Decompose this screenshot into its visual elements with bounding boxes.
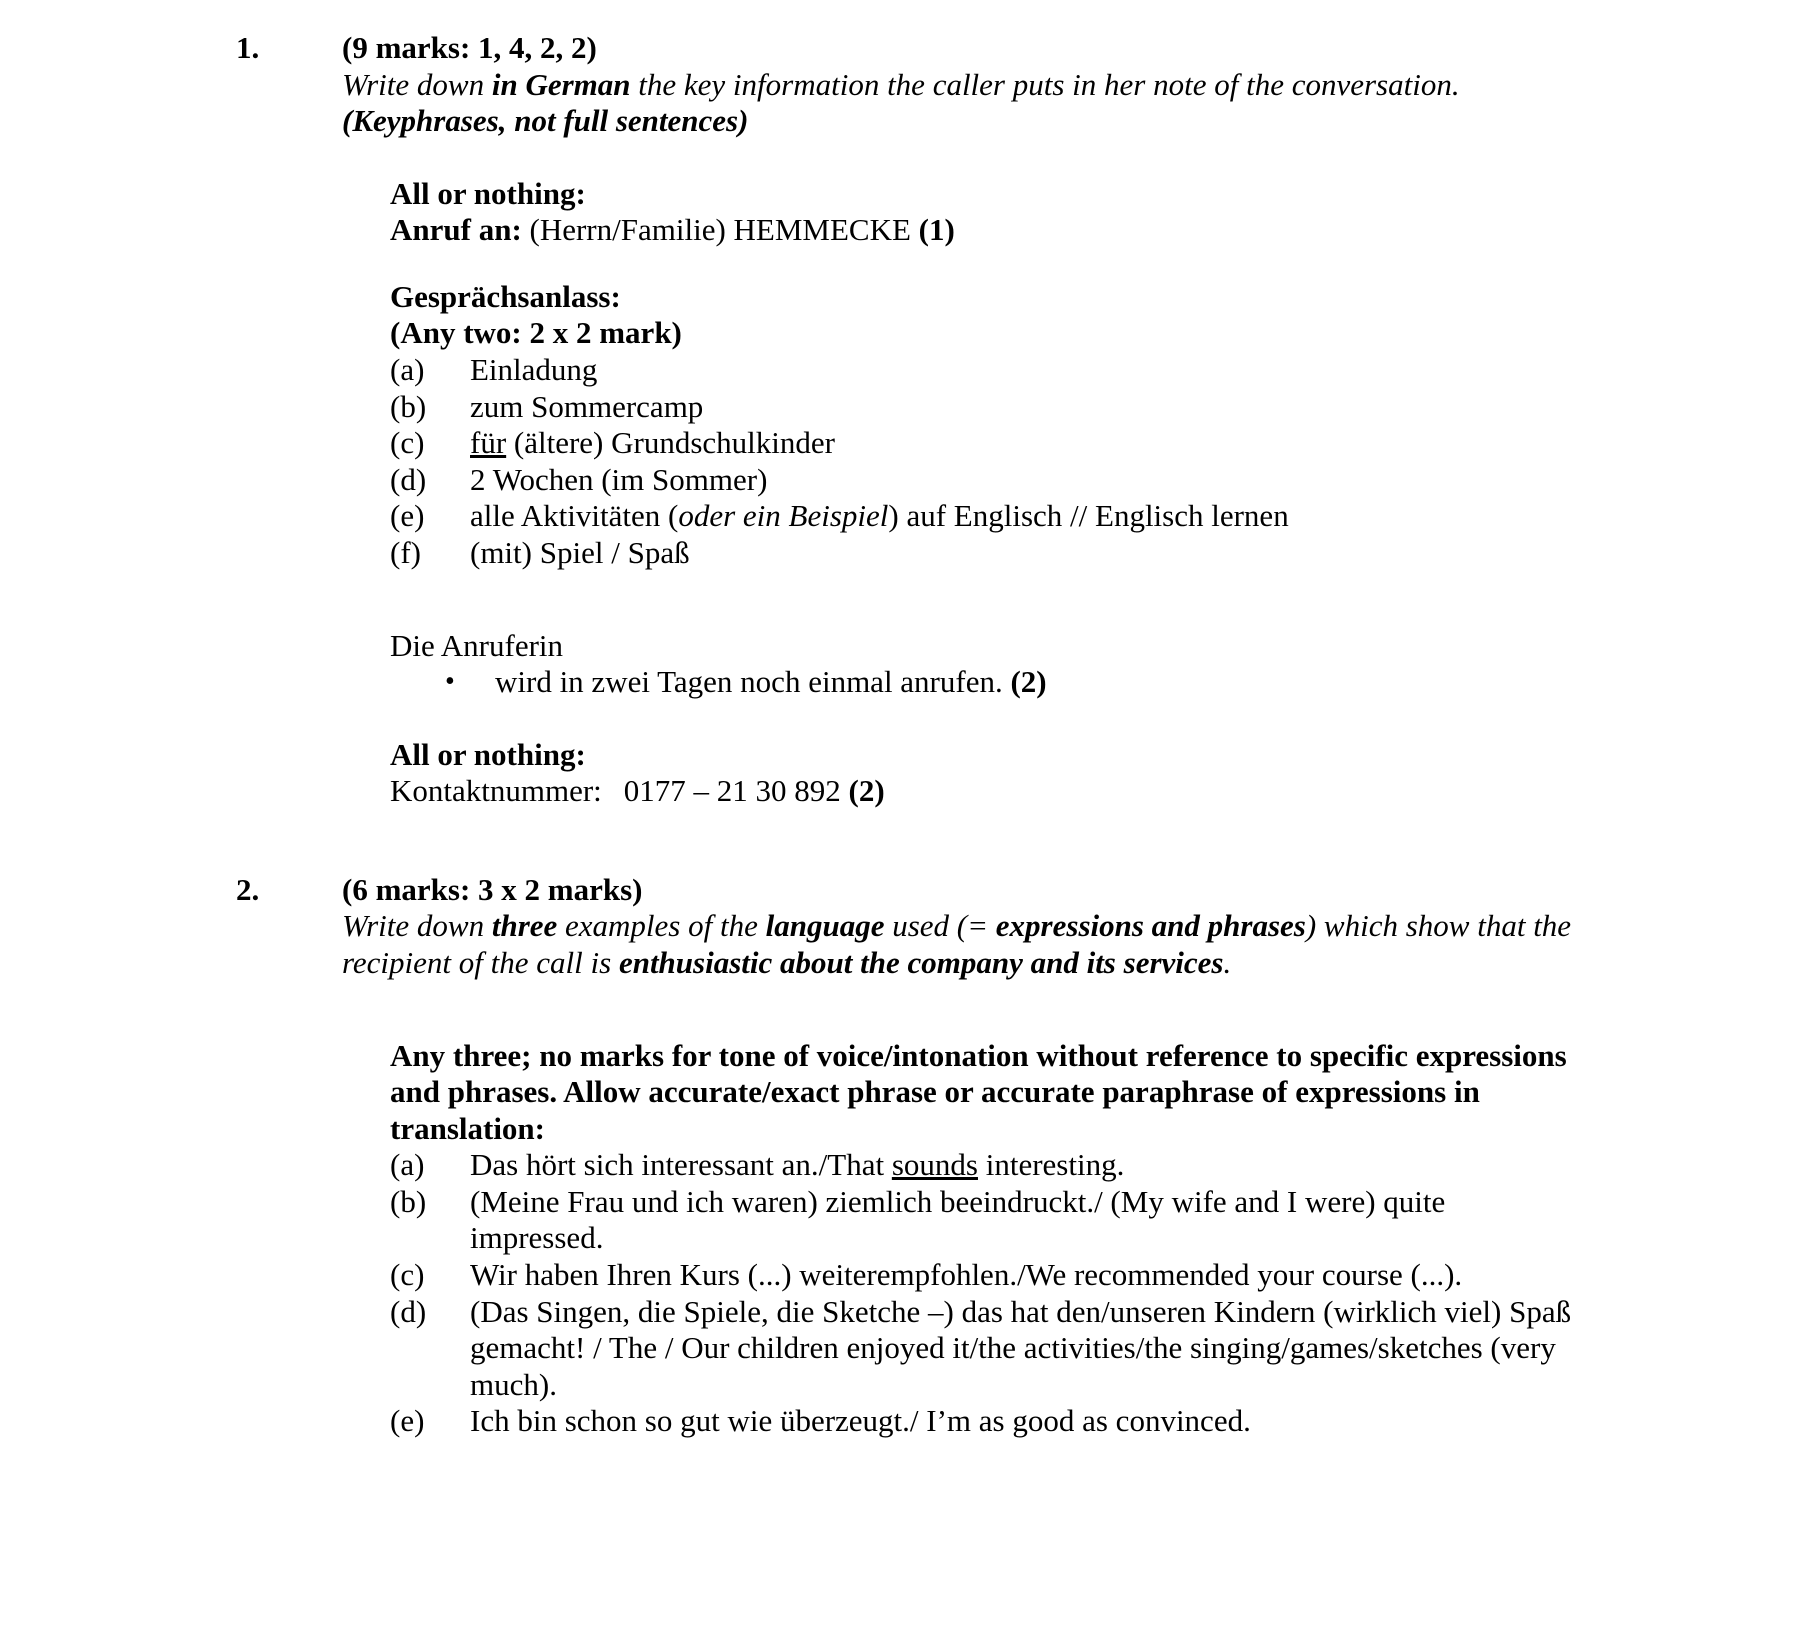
list-item [390, 389, 1573, 426]
list-item [390, 535, 1573, 572]
list-item-underlined: sounds [891, 1147, 978, 1183]
rubric-text-2b: examples of the [557, 908, 766, 944]
bullet-point-icon: • [445, 666, 455, 698]
list-item [390, 425, 1573, 462]
rubric-text-2e: . [1223, 944, 1232, 980]
list-item-label: (f) [390, 534, 421, 570]
spacer [390, 701, 1573, 737]
list-item-rest: (ältere) Grundschulkinder [506, 425, 835, 461]
list-item-text: 2 Wochen (im Sommer) [470, 461, 768, 497]
list-item [390, 352, 1573, 389]
question-1-scheme [390, 176, 1573, 810]
all-or-nothing-heading-2: All or nothing: [390, 736, 586, 772]
rubric-text-2c: used (= [884, 908, 996, 944]
list-item-label: (e) [390, 1403, 425, 1439]
list-item [390, 1294, 1573, 1404]
list-item [390, 498, 1573, 535]
all-or-nothing-heading-1: All or nothing: [390, 175, 586, 211]
question-1-rubric [342, 67, 1573, 104]
list-item-text: Einladung [470, 352, 598, 388]
list-item [390, 1257, 1573, 1294]
kontaktnummer-value: 0177 – 21 30 892 [623, 773, 849, 809]
rubric-text-1a: Write down [342, 66, 492, 102]
question-1-marks: (9 marks: 1, 4, 2, 2) [342, 30, 597, 65]
die-anruferin-heading: Die Anruferin [390, 627, 564, 663]
rubric-bold-2a: three [491, 908, 558, 944]
list-item [390, 1403, 1573, 1440]
rubric-bold-2d: enthusiastic about the company and its services [618, 944, 1224, 980]
spacer [390, 572, 1573, 628]
anruf-an-label: Anruf an: [390, 212, 522, 248]
bullet-mark: (2) [1010, 664, 1047, 700]
list-item-underlined: für [470, 425, 507, 461]
list-item-label: (d) [390, 1293, 427, 1329]
list-item-rest: ) auf Englisch // Englisch lernen [888, 498, 1289, 534]
question-2-body [342, 872, 1818, 1440]
list-item-text: (Das Singen, die Spiele, die Sketche –) das hat den/unseren Kindern (wirklich viel) Spaß gemacht! / The / Our children enjoyed it/the activities/the singing/games/sketches (very much). [470, 1293, 1572, 1402]
list-item-label: (d) [390, 461, 427, 497]
list-item [390, 1184, 1573, 1257]
kontaktnummer-label: Kontaktnummer: [390, 773, 602, 809]
list-item-label: (e) [390, 498, 425, 534]
list-item-text: (Meine Frau und ich waren) ziemlich beeindruckt./ (My wife and I were) quite impressed. [470, 1183, 1446, 1256]
question-2 [0, 872, 1818, 1440]
anruf-an-value: (Herrn/Familie) HEMMECKE [521, 212, 919, 248]
rubric-text-2a: Write down [342, 908, 492, 944]
list-item-text [470, 425, 1573, 462]
list-item-label: (c) [390, 1257, 425, 1293]
list-item-text: zum Sommercamp [470, 388, 704, 424]
question-2-scheme [390, 1038, 1573, 1440]
spacer [0, 810, 1818, 872]
list-item-label: (a) [390, 1147, 425, 1183]
list-item-pre: alle Aktivitäten ( [470, 498, 679, 534]
list-item-label: (b) [390, 388, 427, 424]
list-item-text [470, 498, 1573, 535]
question-2-rubric [342, 908, 1573, 981]
list-item [390, 1147, 1573, 1184]
question-1-number: 1. [236, 30, 260, 65]
list-item-pre: Das hört sich interessant an./That [470, 1147, 892, 1183]
rubric-bold-2b: language [765, 908, 885, 944]
bullet-list-item [445, 664, 1573, 701]
question-2-number: 2. [236, 871, 260, 907]
list-item [390, 462, 1573, 499]
rubric-bold-1a: in German [491, 66, 631, 102]
list-item-text: (mit) Spiel / Spaß [470, 534, 690, 570]
question-1-body [342, 30, 1818, 810]
spacer [342, 982, 1573, 1038]
list-item-italic: oder ein Beispiel [678, 498, 889, 534]
kontaktnummer-mark: (2) [848, 773, 885, 809]
gespraechsanlass-subheading: (Any two: 2 x 2 mark) [390, 315, 682, 351]
bullet-list-item-text [495, 664, 1573, 701]
question-2-note: Any three; no marks for tone of voice/intonation without reference to specific expressions and phrases. Allow accurate/exact phrase or accurate paraphrase of expressions in translation: [390, 1037, 1567, 1146]
list-item-rest: interesting. [977, 1147, 1125, 1183]
spacer [342, 140, 1573, 176]
anruf-an-mark: (1) [918, 212, 955, 248]
rubric-text-1b: the key information the caller puts in her note of the conversation. [630, 66, 1460, 102]
bullet-text: wird in zwei Tagen noch einmal anrufen. [495, 664, 1011, 700]
rubric-bold-1b: (Keyphrases, not full sentences) [342, 103, 749, 139]
list-item-label: (b) [390, 1183, 427, 1219]
anruf-an-line [390, 212, 1573, 249]
list-item-label: (c) [390, 425, 425, 461]
question-1 [0, 0, 1818, 810]
kontaktnummer-line [390, 773, 1573, 810]
rubric-text-2d: ) which show that the recipient of the call is [342, 908, 1572, 980]
list-item-text: Wir haben Ihren Kurs (...) weiterempfohlen./We recommended your course (...). [470, 1257, 1463, 1293]
list-item-label: (a) [390, 352, 425, 388]
rubric-bold-2c: expressions and phrases [995, 908, 1306, 944]
question-2-marks: (6 marks: 3 x 2 marks) [342, 871, 643, 907]
question-1-rubric-line2 [342, 103, 1573, 140]
list-item-text [470, 1147, 1573, 1184]
gespraechsanlass-heading: Gesprächsanlass: [390, 278, 621, 314]
spacer [390, 249, 1573, 279]
list-item-text: Ich bin schon so gut wie überzeugt./ I’m as good as convinced. [470, 1403, 1251, 1439]
